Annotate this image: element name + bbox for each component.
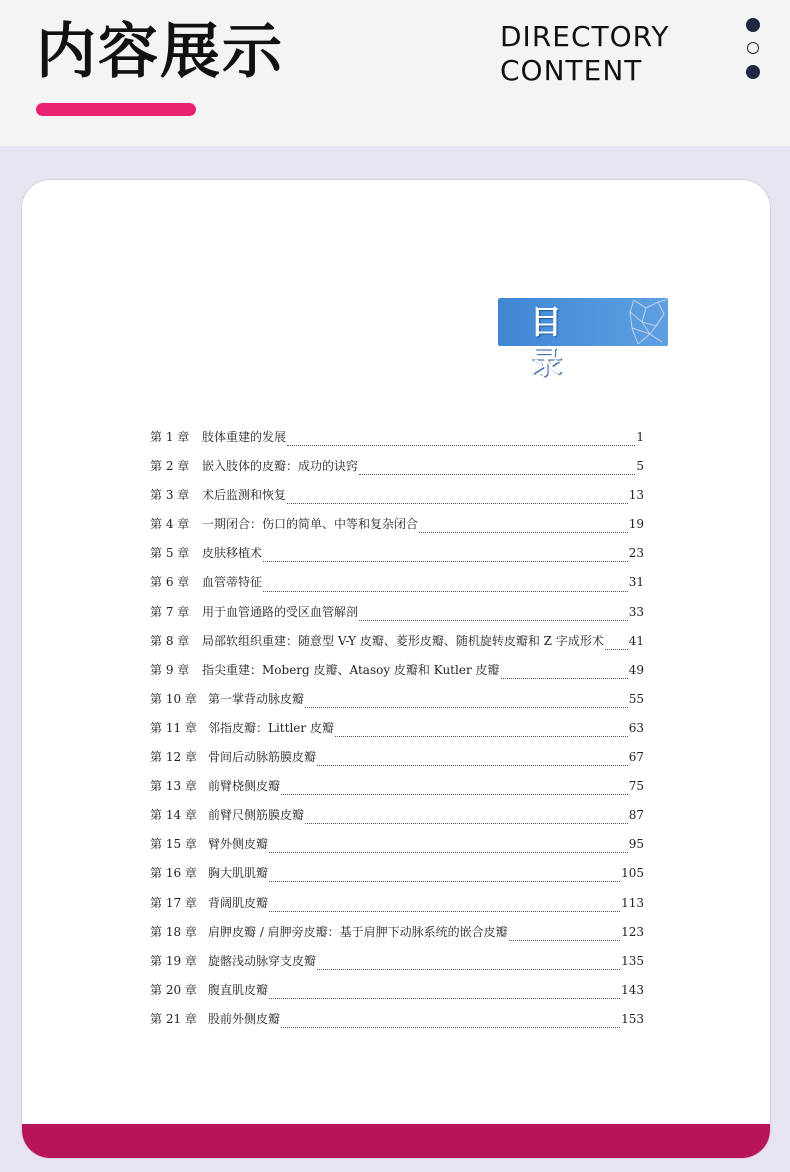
toc-row bbox=[150, 573, 644, 602]
book-page-card bbox=[22, 180, 770, 1158]
chapter-number: 第 6 章 bbox=[150, 575, 190, 590]
chapter-number: 第 13 章 bbox=[150, 779, 197, 794]
chapter-number: 第 5 章 bbox=[150, 546, 190, 561]
dot-leader bbox=[359, 474, 635, 475]
chapter-title: 肢体重建的发展 bbox=[202, 430, 287, 444]
chapter-title: 邻指皮瓣：Littler 皮瓣 bbox=[208, 720, 334, 735]
chapter-page: 1 bbox=[636, 430, 644, 444]
chapter-number: 第 18 章 bbox=[150, 924, 197, 939]
dot-leader bbox=[287, 445, 635, 446]
toc-row bbox=[150, 690, 644, 719]
decor-dots bbox=[746, 18, 762, 89]
chapter-number: 第 11 章 bbox=[150, 720, 197, 735]
chapter-page: 87 bbox=[628, 808, 644, 823]
chapter-title: 前臂尺侧筋膜皮瓣 bbox=[208, 808, 305, 823]
chapter-title: 术后监测和恢复 bbox=[202, 488, 287, 503]
toc-row bbox=[150, 603, 644, 632]
dot-leader bbox=[281, 1027, 620, 1028]
chapter-page: 19 bbox=[628, 517, 644, 532]
page-title: 内容展示 bbox=[36, 17, 284, 87]
chapter-number: 第 17 章 bbox=[150, 895, 197, 910]
toc-row bbox=[150, 748, 644, 777]
dot-icon bbox=[746, 65, 760, 79]
dot-outline-icon bbox=[747, 42, 759, 54]
chapter-title: 一期闭合：伤口的简单、中等和复杂闭合 bbox=[202, 517, 419, 532]
toc-row bbox=[150, 719, 644, 748]
toc-heading: 目 录 bbox=[530, 303, 585, 381]
chapter-title: 胸大肌肌瓣 bbox=[208, 866, 269, 881]
chapter-page: 13 bbox=[628, 488, 644, 503]
dot-leader bbox=[305, 823, 628, 824]
toc-row bbox=[150, 981, 644, 1010]
toc-row bbox=[150, 777, 644, 806]
dot-leader bbox=[305, 707, 628, 708]
chapter-number: 第 20 章 bbox=[150, 982, 197, 997]
dot-leader bbox=[605, 649, 628, 650]
chapter-title: 腹直肌皮瓣 bbox=[208, 982, 269, 997]
toc-row bbox=[150, 457, 644, 486]
chapter-page: 67 bbox=[628, 750, 644, 765]
chapter-page: 33 bbox=[628, 604, 644, 619]
dot-leader bbox=[419, 532, 628, 533]
chapter-title: 第一掌背动脉皮瓣 bbox=[208, 691, 305, 706]
toc-row bbox=[150, 864, 644, 893]
dot-leader bbox=[281, 794, 628, 795]
chapter-page: 23 bbox=[628, 546, 644, 561]
chapter-title: 肩胛皮瓣 / 肩胛旁皮瓣：基于肩胛下动脉系统的嵌合皮瓣 bbox=[208, 924, 508, 939]
toc-row bbox=[150, 806, 644, 835]
chapter-number: 第 15 章 bbox=[150, 837, 197, 852]
dot-leader bbox=[359, 620, 628, 621]
toc-row bbox=[150, 661, 644, 690]
dot-leader bbox=[501, 678, 628, 679]
page-footer-band bbox=[22, 1124, 770, 1158]
chapter-title: 股前外侧皮瓣 bbox=[208, 1011, 281, 1026]
chapter-number: 第 7 章 bbox=[150, 604, 190, 619]
english-subtitle-line1: DIRECTORY bbox=[500, 20, 670, 53]
chapter-number: 第 14 章 bbox=[150, 808, 197, 823]
dot-leader bbox=[335, 736, 628, 737]
toc-row bbox=[150, 428, 644, 457]
chapter-number: 第 3 章 bbox=[150, 488, 190, 503]
chapter-title: 骨间后动脉筋膜皮瓣 bbox=[208, 750, 317, 765]
chapter-number: 第 12 章 bbox=[150, 750, 197, 765]
toc-row bbox=[150, 835, 644, 864]
chapter-page: 113 bbox=[621, 895, 644, 910]
toc-row bbox=[150, 894, 644, 923]
toc-row bbox=[150, 923, 644, 952]
toc-row bbox=[150, 632, 644, 661]
toc-row bbox=[150, 1010, 644, 1039]
dot-leader bbox=[287, 503, 628, 504]
chapter-page: 49 bbox=[628, 662, 644, 677]
english-subtitle bbox=[500, 20, 669, 88]
chapter-title: 嵌入肢体的皮瓣：成功的诀窍 bbox=[202, 459, 359, 474]
toc-row bbox=[150, 544, 644, 573]
chapter-page: 153 bbox=[621, 1011, 644, 1026]
chapter-page: 5 bbox=[636, 459, 644, 474]
toc-list bbox=[150, 428, 644, 1039]
chapter-number: 第 16 章 bbox=[150, 866, 197, 881]
toc-row bbox=[150, 515, 644, 544]
chapter-title: 前臂桡侧皮瓣 bbox=[208, 779, 281, 794]
chapter-page: 123 bbox=[621, 924, 644, 939]
chapter-title: 指尖重建：Moberg 皮瓣、Atasoy 皮瓣和 Kutler 皮瓣 bbox=[202, 662, 500, 677]
chapter-page: 55 bbox=[628, 691, 644, 706]
chapter-page: 31 bbox=[628, 575, 644, 590]
dot-leader bbox=[263, 561, 628, 562]
chapter-title: 局部软组织重建：随意型 V-Y 皮瓣、菱形皮瓣、随机旋转皮瓣和 Z 字成形术 bbox=[202, 633, 604, 648]
chapter-number: 第 2 章 bbox=[150, 459, 190, 474]
chapter-number: 第 8 章 bbox=[150, 633, 190, 648]
dot-leader bbox=[509, 940, 620, 941]
chapter-number: 第 10 章 bbox=[150, 691, 197, 706]
chapter-page: 63 bbox=[628, 720, 644, 735]
chapter-number: 第 19 章 bbox=[150, 953, 197, 968]
chapter-title: 皮肤移植术 bbox=[202, 546, 263, 561]
english-subtitle-line2: CONTENT bbox=[500, 54, 643, 87]
title-underline bbox=[36, 103, 196, 116]
chapter-page: 105 bbox=[621, 866, 644, 881]
toc-heading-banner bbox=[498, 298, 668, 381]
chapter-number: 第 9 章 bbox=[150, 662, 190, 677]
toc-row bbox=[150, 952, 644, 981]
chapter-title: 用于血管通路的受区血管解剖 bbox=[202, 604, 359, 619]
chapter-number: 第 4 章 bbox=[150, 517, 190, 532]
dot-leader bbox=[269, 911, 620, 912]
chapter-number: 第 1 章 bbox=[150, 430, 190, 444]
chapter-page: 95 bbox=[628, 837, 644, 852]
dot-leader bbox=[269, 998, 620, 999]
chapter-title: 臂外侧皮瓣 bbox=[208, 837, 269, 852]
chapter-number: 第 21 章 bbox=[150, 1011, 197, 1026]
chapter-title: 血管蒂特征 bbox=[202, 575, 263, 590]
chapter-page: 135 bbox=[621, 953, 644, 968]
wireframe-decoration-icon bbox=[628, 298, 668, 346]
dot-leader bbox=[317, 969, 620, 970]
dot-icon bbox=[746, 18, 760, 32]
chapter-page: 75 bbox=[628, 779, 644, 794]
toc-row bbox=[150, 486, 644, 515]
dot-leader bbox=[263, 591, 628, 592]
page-header bbox=[0, 0, 790, 146]
dot-leader bbox=[317, 765, 628, 766]
chapter-title: 背阔肌皮瓣 bbox=[208, 895, 269, 910]
chapter-page: 143 bbox=[621, 982, 644, 997]
dot-leader bbox=[269, 881, 620, 882]
chapter-title: 旋髂浅动脉穿支皮瓣 bbox=[208, 953, 317, 968]
chapter-page: 41 bbox=[628, 633, 644, 648]
dot-leader bbox=[269, 852, 628, 853]
